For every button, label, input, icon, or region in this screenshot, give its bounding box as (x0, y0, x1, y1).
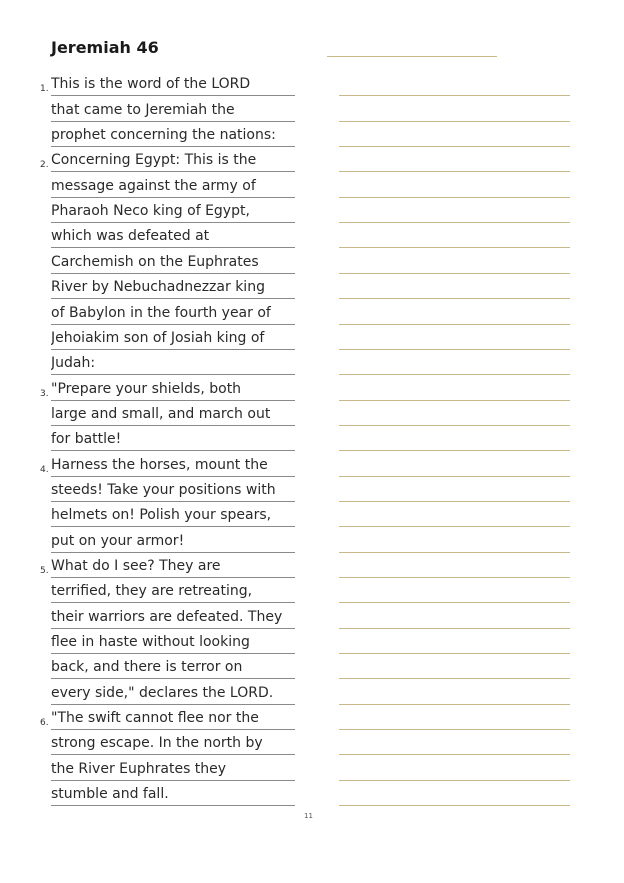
verse-text: steeds! Take your positions with (51, 479, 295, 502)
verse-line (0, 147, 624, 172)
verse-text: back, and there is terror on (51, 656, 295, 679)
verse-text: terrified, they are retreating, (51, 580, 295, 603)
verse-text: Concerning Egypt: This is the (51, 149, 295, 172)
verse-line (0, 172, 624, 197)
verse-line (0, 705, 624, 730)
verse-line (0, 451, 624, 476)
verse-line (0, 578, 624, 603)
verse-line (0, 299, 624, 324)
verse-text: helmets on! Polish your spears, (51, 504, 295, 527)
verse-text: "The swift cannot flee nor the (51, 707, 295, 730)
verse-line (0, 350, 624, 375)
verse-number: 1. (40, 84, 49, 95)
page-title: Jeremiah 46 (51, 38, 159, 57)
verse-number: 3. (40, 388, 49, 399)
verse-line (0, 629, 624, 654)
verse-number: 6. (40, 718, 49, 729)
verse-text: that came to Jeremiah the (51, 99, 295, 122)
verse-line (0, 71, 624, 96)
page-number: 11 (304, 812, 313, 820)
verse-text: Pharaoh Neco king of Egypt, (51, 200, 295, 223)
verse-text: Carchemish on the Euphrates (51, 251, 295, 274)
verse-text: which was defeated at (51, 225, 295, 248)
verse-text: prophet concerning the nations: (51, 124, 295, 147)
verse-line (0, 198, 624, 223)
verse-line (0, 122, 624, 147)
verse-number: 2. (40, 160, 49, 171)
verse-text: their warriors are defeated. They (51, 606, 295, 629)
verse-text: What do I see? They are (51, 555, 295, 578)
verse-text: flee in haste without looking (51, 631, 295, 654)
verse-text: Judah: (51, 352, 295, 375)
verse-line (0, 325, 624, 350)
verse-text: for battle! (51, 428, 295, 451)
verse-text: put on your armor! (51, 530, 295, 553)
verse-line (0, 96, 624, 121)
verse-text: This is the word of the LORD (51, 73, 295, 96)
verse-text: message against the army of (51, 175, 295, 198)
verse-text: Jehoiakim son of Josiah king of (51, 327, 295, 350)
verse-line (0, 654, 624, 679)
verse-text: River by Nebuchadnezzar king (51, 276, 295, 299)
verse-text: of Babylon in the fourth year of (51, 302, 295, 325)
copy-writing-line[interactable] (339, 805, 570, 806)
verse-line (0, 223, 624, 248)
verse-line (0, 401, 624, 426)
verse-text: strong escape. In the north by (51, 732, 295, 755)
verse-line (0, 426, 624, 451)
verse-line (0, 730, 624, 755)
verse-text: the River Euphrates they (51, 758, 295, 781)
verse-line (0, 248, 624, 273)
verse-line (0, 755, 624, 780)
verse-line (0, 527, 624, 552)
verse-number: 4. (40, 464, 49, 475)
verse-text: stumble and fall. (51, 783, 295, 806)
verse-line (0, 603, 624, 628)
name-writing-line (327, 56, 497, 57)
verse-line (0, 679, 624, 704)
verse-text: Harness the horses, mount the (51, 454, 295, 477)
verse-line (0, 502, 624, 527)
verse-text: "Prepare your shields, both (51, 378, 295, 401)
verse-line (0, 274, 624, 299)
verse-line (0, 781, 624, 806)
verse-line (0, 553, 624, 578)
verse-line (0, 375, 624, 400)
verse-text: large and small, and march out (51, 403, 295, 426)
verse-text: every side," declares the LORD. (51, 682, 295, 705)
verse-number: 5. (40, 566, 49, 577)
verse-line (0, 477, 624, 502)
